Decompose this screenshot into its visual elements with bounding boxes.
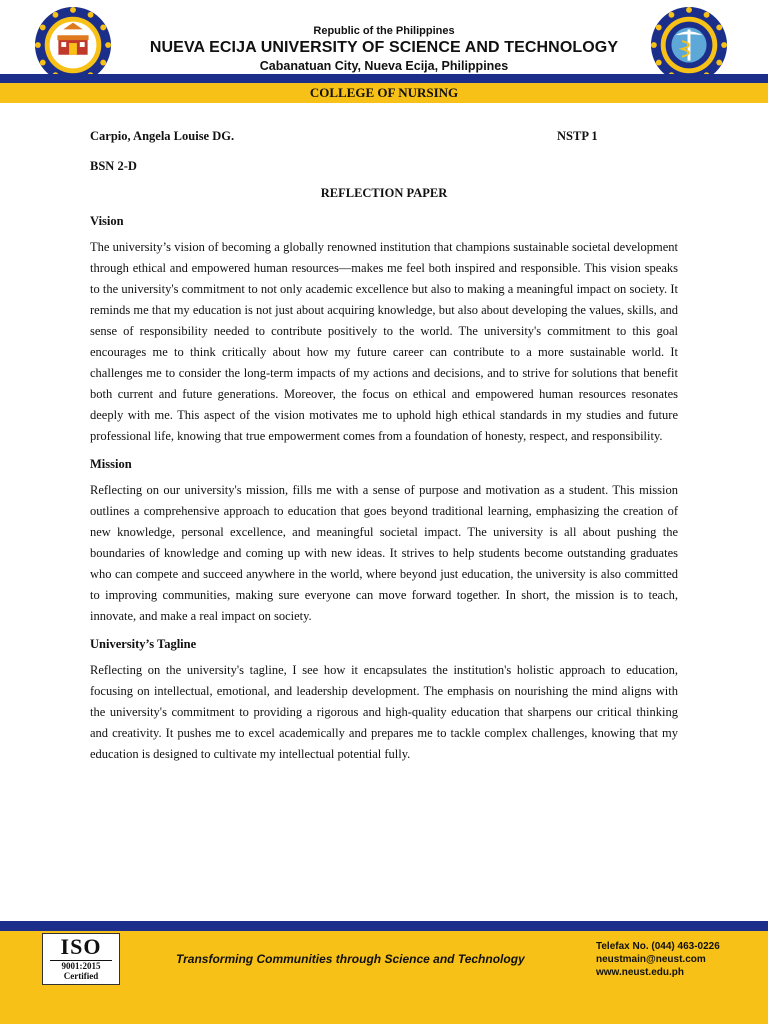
iso-label: ISO	[60, 934, 102, 959]
university-name: NUEVA ECIJA UNIVERSITY OF SCIENCE AND TECHNOLOGY	[149, 39, 619, 56]
college-of-nursing-seal-icon	[650, 6, 728, 84]
iso-certified: Certified	[63, 971, 99, 981]
student-section: BSN 2-D	[90, 159, 137, 173]
author-row	[90, 125, 678, 147]
section-text-vision: The university’s vision of becoming a globally renowned institution that champions sustainable societal development through ethical and empowered human resources—makes me feel both inspired and responsible. This vision speaks to the university's commitment to not only academic excellence but also to making a meaningful impact on society. It reminds me that my education is not just about acquiring knowledge, but also about developing the values, skills, and sense of responsibility needed to contribute positively to the world. The university's commitment to this goal encourages me to think critically about how my future career can contribute to a more sustainable world. It challenges me to consider the long-term impacts of my actions and decisions, and to strive for solutions that benefit both current and future generations. Moreover, the focus on ethical and empowered human resources resonates deeply with me. This aspect of the vision motivates me to uphold high ethical standards in my studies and future professional life, knowing that true empowerment comes from a foundation of honesty, respect, and responsibility.	[90, 240, 678, 443]
footer-tagline: Transforming Communities through Science and Technology	[176, 952, 525, 966]
header-yellow-band	[0, 83, 768, 103]
footer-blue-band	[0, 921, 768, 931]
paper-title: REFLECTION PAPER	[320, 186, 448, 200]
letterhead	[0, 0, 768, 105]
author-name: Carpio, Angela Louise DG.	[90, 129, 235, 143]
iso-standard: 9001:2015	[61, 961, 101, 971]
section-heading-mission: Mission	[90, 457, 132, 471]
university-address: Cabanatuan City, Nueva Ecija, Philippines	[259, 59, 509, 73]
header-blue-band	[0, 74, 768, 83]
republic-label: Republic of the Philippines	[313, 25, 455, 37]
college-name: COLLEGE OF NURSING	[309, 85, 459, 100]
reflection-paper	[90, 125, 678, 765]
section-heading-tagline: University’s Tagline	[90, 637, 197, 651]
section-heading-vision: Vision	[90, 214, 124, 228]
telefax-number: Telefax No. (044) 463-0226	[596, 941, 720, 952]
section-text-tagline: Reflecting on the university's tagline, I see how it encapsulates the institution's holistic approach to education, focusing on intellectual, emotional, and leadership development. The emphasis on nourishing the mind aligns with the university's commitment to providing a rigorous and high-quality education that sharpens our critical thinking and creativity. It pushes me to excel academically and prepares me to tackle complex challenges, knowing that my education is designed to cultivate my intellectual potential fully.	[90, 663, 678, 761]
course-code: NSTP 1	[557, 129, 598, 143]
iso-certification-badge	[42, 933, 120, 985]
email-address: neustmain@neust.com	[596, 954, 706, 965]
website-address: www.neust.edu.ph	[596, 967, 684, 978]
section-text-mission: Reflecting on our university's mission, fills me with a sense of purpose and motivation as a student. This mission outlines a comprehensive approach to education that goes beyond traditional learning, emphasizing the creation of new knowledge, personal excellence, and meaningful societal impact. The university is all about pushing the boundaries of knowledge and coming up with new ideas. It strives to help students become outstanding graduates who can compete and succeed anywhere in the world, where beyond just education, the university is also committed to improving communities, making sure everyone can move forward together. In short, the mission is to teach, innovate, and make a real impact on society.	[90, 483, 678, 623]
letterhead-text	[110, 24, 658, 74]
university-seal-icon	[34, 6, 112, 84]
footer-contact	[596, 940, 720, 979]
